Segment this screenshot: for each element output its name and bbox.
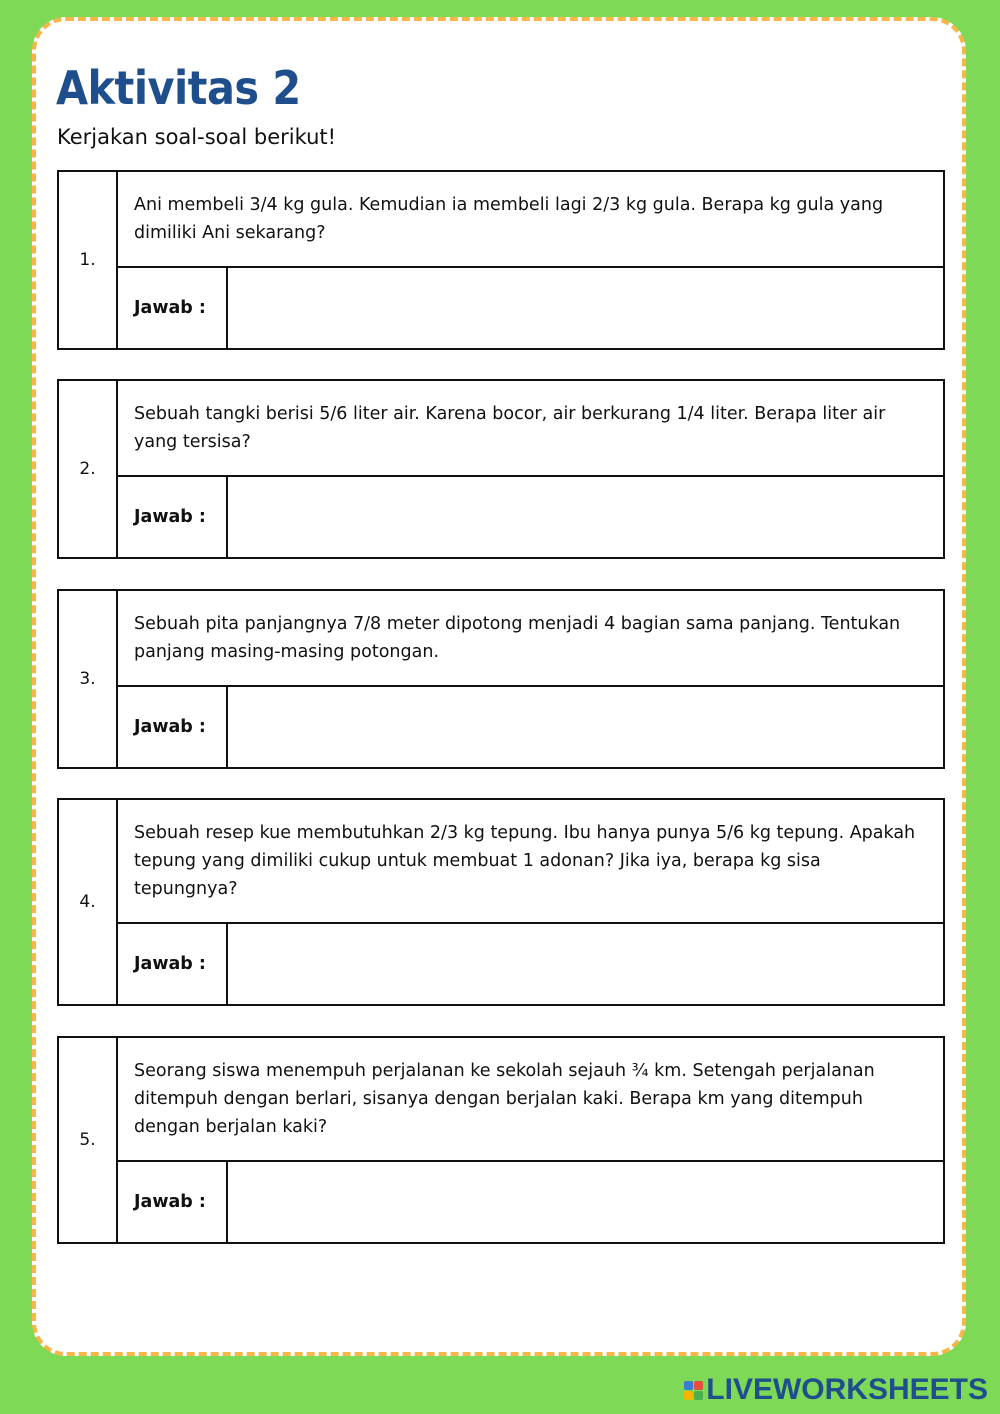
question-text: Sebuah resep kue membutuhkan 2/3 kg tepung. Ibu hanya punya 5/6 kg tepung. Apakah tepung yang dimiliki cukup untuk membuat 1 adonan? Jika iya, berapa kg sisa tepungnya?: [117, 799, 944, 923]
question-text: Sebuah tangki berisi 5/6 liter air. Karena bocor, air berkurang 1/4 liter. Berapa liter air yang tersisa?: [117, 380, 944, 476]
answer-label: Jawab :: [117, 923, 227, 1005]
answer-field[interactable]: [227, 686, 944, 768]
answer-field[interactable]: [227, 267, 944, 349]
question-text: Seorang siswa menempuh perjalanan ke sekolah sejauh ¾ km. Setengah perjalanan ditempuh dengan berlari, sisanya dengan berjalan kaki. Berapa km yang ditempuh dengan berjalan kaki?: [117, 1037, 944, 1161]
question-table-3: [57, 589, 945, 769]
liveworksheets-logo-icon: [684, 1381, 703, 1400]
question-number: 4.: [58, 799, 117, 1005]
question-number: 5.: [58, 1037, 117, 1243]
answer-field[interactable]: [227, 476, 944, 558]
answer-label: Jawab :: [117, 1161, 227, 1243]
liveworksheets-logo: [684, 1374, 988, 1406]
answer-label: Jawab :: [117, 267, 227, 349]
answer-field[interactable]: [227, 1161, 944, 1243]
question-table-4: [57, 798, 945, 1006]
question-number: 1.: [58, 171, 117, 349]
question-table-1: [57, 170, 945, 350]
answer-label: Jawab :: [117, 476, 227, 558]
question-number: 2.: [58, 380, 117, 558]
answer-field[interactable]: [227, 923, 944, 1005]
answer-label: Jawab :: [117, 686, 227, 768]
question-text: Sebuah pita panjangnya 7/8 meter dipotong menjadi 4 bagian sama panjang. Tentukan panjang masing-masing potongan.: [117, 590, 944, 686]
question-text: Ani membeli 3/4 kg gula. Kemudian ia membeli lagi 2/3 kg gula. Berapa kg gula yang dimiliki Ani sekarang?: [117, 171, 944, 267]
instructions: Kerjakan soal-soal berikut!: [57, 125, 337, 149]
question-number: 3.: [58, 590, 117, 768]
question-table-2: [57, 379, 945, 559]
question-table-5: [57, 1036, 945, 1244]
page-title: Aktivitas 2: [56, 61, 301, 115]
logo-text: LIVEWORKSHEETS: [706, 1373, 988, 1406]
